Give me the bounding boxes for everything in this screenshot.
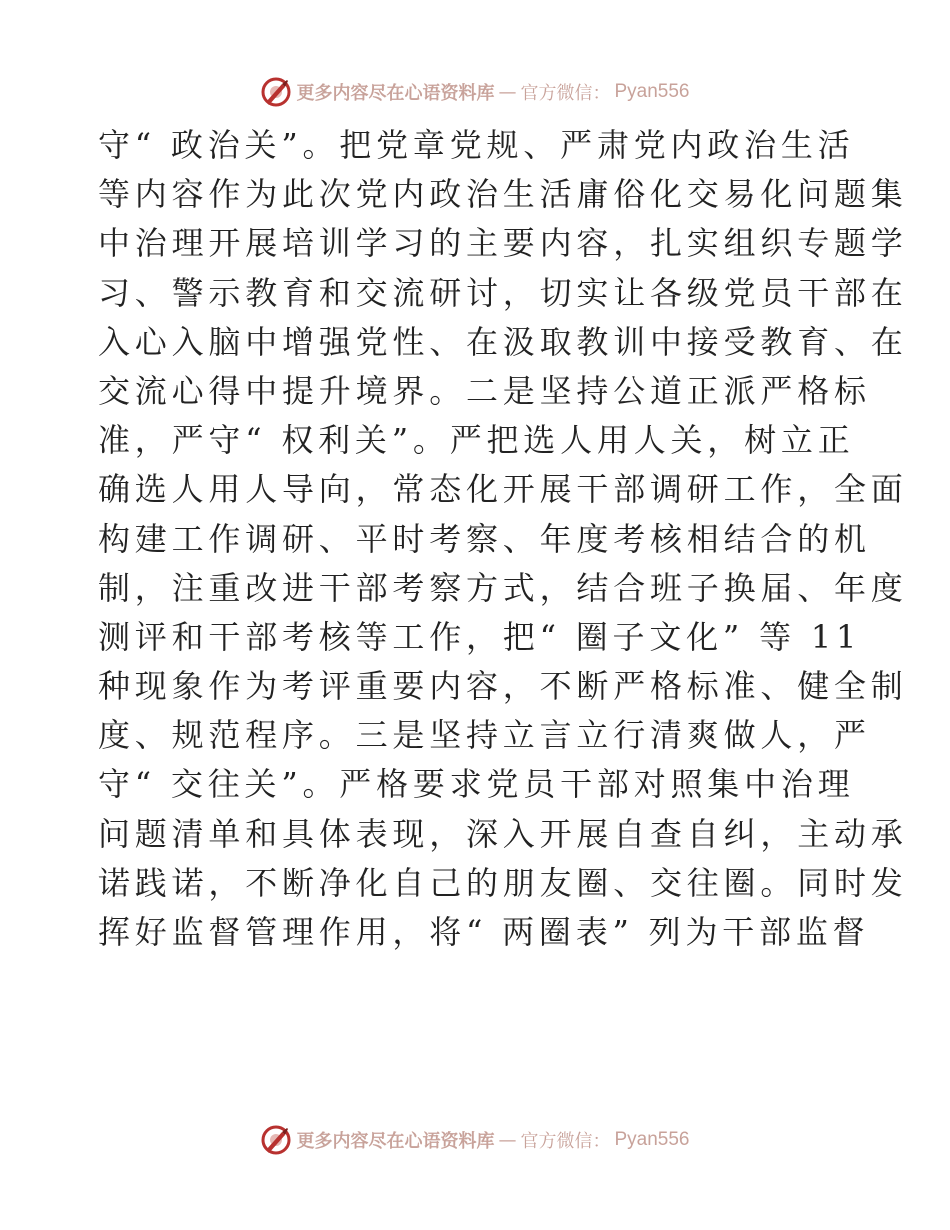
header-banner-content	[260, 76, 689, 108]
footer-banner-content	[260, 1124, 689, 1156]
header-wechat-id: Pyan556	[614, 81, 690, 102]
header-brand-text: 更多内容尽在心语资料库	[296, 83, 495, 104]
text-line: 诺践诺，不断净化自己的朋友圈、交往圈。同时发	[98, 863, 908, 902]
text-line: 种现象作为考评重要内容，不断严格标准、健全制	[98, 667, 908, 706]
footer-wechat-id: Pyan556	[614, 1129, 690, 1150]
text-line: 问题清单和具体表现，深入开展自查自纠，主动承	[98, 814, 908, 853]
text-line: 测评和干部考核等工作，把“ 圈子文化” 等 11	[98, 617, 862, 656]
footer-banner	[0, 1120, 950, 1160]
header-official-text: 官方微信：	[520, 83, 611, 104]
text-line: 制，注重改进干部考察方式，结合班子换届、年度	[98, 568, 908, 607]
text-line: 度、规范程序。三是坚持立言立行清爽做人，严	[98, 716, 871, 755]
brand-logo-icon	[260, 76, 292, 108]
text-line: 习、警示教育和交流研讨，切实让各级党员干部在	[98, 273, 908, 312]
text-line: 准，严守“ 权利关”。严把选人用人关，树立正	[98, 421, 855, 460]
text-line: 入心入脑中增强党性、在汲取教训中接受教育、在	[98, 322, 908, 361]
footer-brand-text: 更多内容尽在心语资料库	[296, 1131, 495, 1152]
text-line: 挥好监督管理作用，将“ 两圈表” 列为干部监督	[98, 913, 870, 951]
document-body	[98, 121, 908, 957]
footer-official-text: 官方微信：	[520, 1131, 611, 1152]
header-separator: —	[498, 81, 517, 103]
brand-logo-icon	[260, 1124, 292, 1156]
text-line: 守“ 政治关”。把党章党规、严肃党内政治生活	[98, 126, 855, 164]
footer-separator: —	[498, 1129, 517, 1151]
text-line: 中治理开展培训学习的主要内容，扎实组织专题学	[98, 224, 908, 263]
text-line: 构建工作调研、平时考察、年度考核相结合的机	[98, 519, 871, 558]
header-banner	[0, 72, 950, 112]
text-line: 确选人用人导向，常态化开展干部调研工作，全面	[98, 470, 908, 509]
text-line: 守“ 交往关”。严格要求党员干部对照集中治理	[98, 765, 855, 804]
text-line: 等内容作为此次党内政治生活庸俗化交易化问题集	[98, 175, 908, 214]
text-line: 交流心得中提升境界。二是坚持公道正派严格标	[98, 371, 871, 410]
